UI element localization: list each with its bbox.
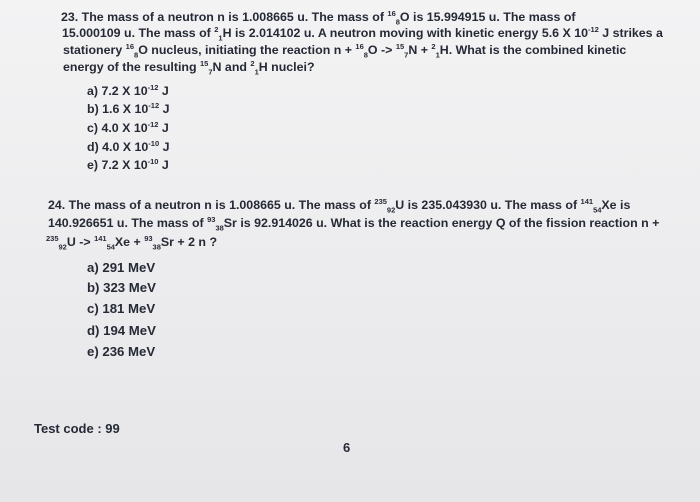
q23-line-1: 23. The mass of a neutron n is 1.008665 u. The mass of $^{16}_8$O is 15.994915 u. The mass of (61, 8, 576, 27)
q23-line-3: stationery $^{16}_8$O nucleus, initiating the reaction n + $^{16}_8$O -> $^{15}_7$N + $^2_1$H. What is the combined kinetic (63, 41, 627, 60)
q23-line-2: 15.000109 u. The mass of $^2_1$H is 2.014102 u. A neutron moving with kinetic energy 5.6 X $10^{-12}$ J strikes a (62, 24, 663, 43)
q23-option-c: c) 4.0 X $10^{-12}$ J (87, 119, 169, 135)
q24-option-d: d) 194 MeV (87, 323, 156, 338)
q23-option-d: d) 4.0 X $10^{-10}$ J (87, 138, 170, 154)
q24-line-1: 24. The mass of a neutron n is 1.008665 u. The mass of $^{235}_{92}$U is 235.043930 u. The mass of $^{141}_{54}$Xe is (48, 196, 631, 215)
faint-watermark (575, 288, 579, 298)
q24-line-2: 140.926651 u. The mass of $^{93}_{38}$Sr is 92.914026 u. What is the reaction energy Q of the fission reaction n + (48, 214, 660, 233)
q24-option-c: c) 181 MeV (87, 301, 156, 316)
q24-option-e: e) 236 MeV (87, 344, 156, 359)
q24-line-3: $^{235}_{92}$U -> $^{141}_{54}$Xe + $^{93}_{38}$Sr + 2 n ? (46, 233, 218, 252)
page-number: 6 (343, 440, 351, 455)
q23-line-4: energy of the resulting $^{15}_7$N and $^2_1$H nuclei? (63, 58, 315, 77)
test-code: Test code : 99 (34, 421, 120, 436)
q23-option-e: e) 7.2 X $10^{-10}$ J (87, 156, 169, 172)
q24-option-b: b) 323 MeV (87, 280, 156, 295)
q23-option-a: a) 7.2 X $10^{-12}$ J (87, 82, 169, 98)
q24-option-a: a) 291 MeV (87, 260, 156, 275)
q23-option-b: b) 1.6 X $10^{-12}$ J (87, 100, 170, 116)
